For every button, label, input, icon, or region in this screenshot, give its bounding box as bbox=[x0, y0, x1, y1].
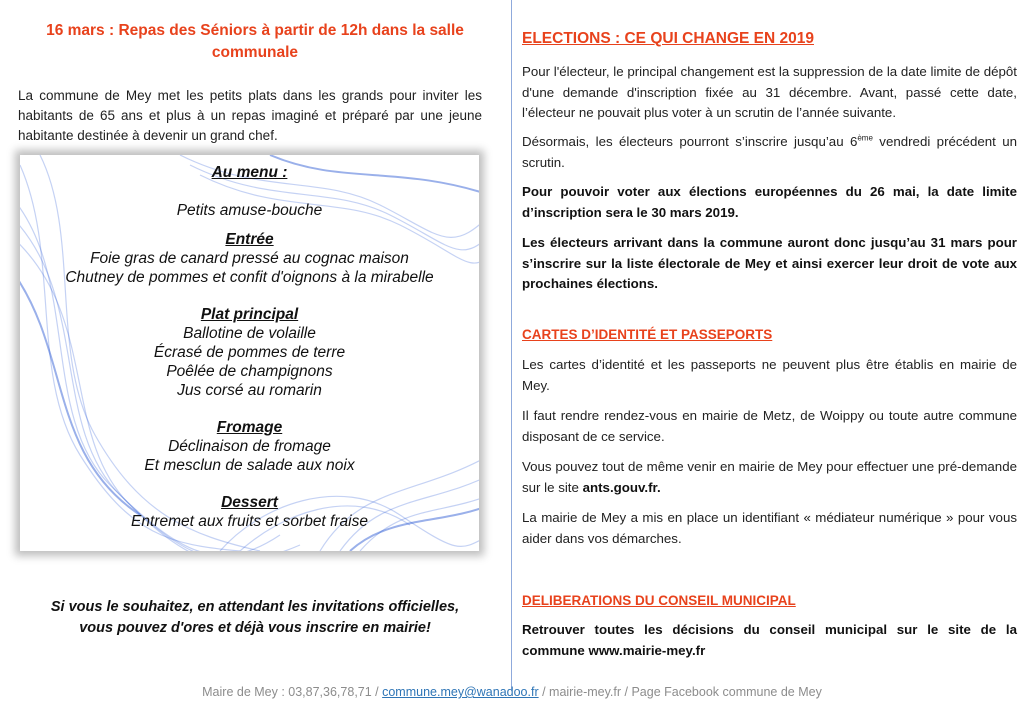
elections-paragraph: Pour l'électeur, le principal changement est la suppression de la date limite de dépôt d'une demande d'inscription fixée au 31 décembre. Avant, passé cette date, l’électeur ne pouvait plus voter à un scrutin de l’année suivante. bbox=[522, 64, 1017, 120]
email-link[interactable]: commune.mey@wanadoo.fr bbox=[382, 685, 539, 699]
superscript: ème bbox=[857, 133, 873, 143]
cartes-paragraph: Il faut rendre rendez-vous en mairie de Metz, de Woippy ou toute autre commune disposant de ce service. bbox=[522, 408, 1017, 444]
elections-title: ELECTIONS : CE QUI CHANGE EN 2019 bbox=[522, 30, 814, 47]
ants-website: ants.gouv.fr. bbox=[582, 479, 661, 495]
menu-plat-item: Poêlée de champignons bbox=[166, 363, 333, 380]
menu-plat-item: Écrasé de pommes de terre bbox=[153, 344, 346, 361]
menu-entree-item: Foie gras de canard pressé au cognac maison bbox=[90, 250, 409, 267]
page-footer bbox=[0, 685, 1024, 699]
title-line-1: 16 mars : Repas des Séniors à partir de 12h dans la salle bbox=[46, 22, 464, 39]
title-line-2: communale bbox=[211, 44, 299, 61]
menu-fromage-heading: Fromage bbox=[216, 419, 283, 436]
elections-paragraph-bold: Les électeurs arrivant dans la commune auront donc jusqu’au 31 mars pour s’inscrire sur la liste électorale de Mey et ainsi exercer leur droit de vote aux prochaines élections. bbox=[522, 235, 1017, 291]
registration-note-line-1: Si vous le souhaitez, en attendant les invitations officielles, bbox=[50, 599, 460, 615]
registration-note-line-2: vous pouvez d'ores et déjà vous inscrire en mairie! bbox=[79, 620, 431, 636]
registration-note bbox=[20, 597, 490, 639]
menu-dessert-heading: Dessert bbox=[221, 494, 278, 511]
column-divider bbox=[511, 0, 512, 690]
menu-entree-heading: Entrée bbox=[225, 231, 274, 248]
cartes-paragraph: La mairie de Mey a mis en place un identifiant « médiateur numérique » pour vous aider dans vos démarches. bbox=[522, 510, 1017, 546]
menu-dessert-item: Entremet aux fruits et sorbet fraise bbox=[131, 513, 368, 530]
elections-p2-text: Désormais, les électeurs pourront s’inscrire jusqu’au 6 bbox=[522, 134, 858, 149]
menu-plat-item: Ballotine de volaille bbox=[183, 325, 316, 342]
deliberations-title: DELIBERATIONS DU CONSEIL MUNICIPAL bbox=[522, 593, 796, 608]
footer-websites: / mairie-mey.fr / Page Facebook commune de Mey bbox=[538, 685, 822, 699]
menu-text bbox=[20, 163, 479, 531]
cartes-paragraph: Les cartes d’identité et les passeports ne peuvent plus être établis en mairie de Mey. bbox=[522, 357, 1017, 393]
elections-paragraph-bold: Pour pouvoir voter aux élections européennes du 26 mai, la date limite d’inscription sera le 30 mars 2019. bbox=[522, 184, 1017, 220]
cartes-title: CARTES D’IDENTITÉ ET PASSEPORTS bbox=[522, 327, 773, 342]
menu-plat-heading: Plat principal bbox=[200, 306, 299, 323]
cartes-paragraph bbox=[522, 457, 1017, 498]
footer-contact: Maire de Mey : 03,87,36,78,71 / bbox=[202, 685, 383, 699]
senior-meal-intro: La commune de Mey met les petits plats dans les grands pour inviter les habitants de 65 ans et plus à un repas imaginé et préparé par une jeune habitante destinée à devenir un grand chef. bbox=[18, 88, 482, 143]
menu-entree-item: Chutney de pommes et confit d'oignons à la mirabelle bbox=[65, 269, 434, 286]
deliberations-paragraph: Retrouver toutes les décisions du conseil municipal sur le site de la commune www.mairie-mey.fr bbox=[522, 622, 1017, 658]
menu-fromage-item: Déclinaison de fromage bbox=[168, 438, 331, 455]
cartes-p3-text: Vous pouvez tout de même venir en mairie de Mey pour effectuer une pré-demande sur le site bbox=[522, 459, 1017, 495]
elections-p2-text-end: vendredi précédent un scrutin. bbox=[522, 134, 1017, 170]
menu-heading: Au menu : bbox=[211, 164, 288, 181]
menu-fromage-item: Et mesclun de salade aux noix bbox=[144, 457, 355, 474]
menu-plat-item: Jus corsé au romarin bbox=[177, 382, 322, 399]
menu-amuse: Petits amuse-bouche bbox=[176, 202, 323, 219]
menu-card bbox=[20, 155, 479, 551]
elections-paragraph bbox=[522, 132, 1017, 173]
senior-meal-title bbox=[20, 20, 490, 64]
